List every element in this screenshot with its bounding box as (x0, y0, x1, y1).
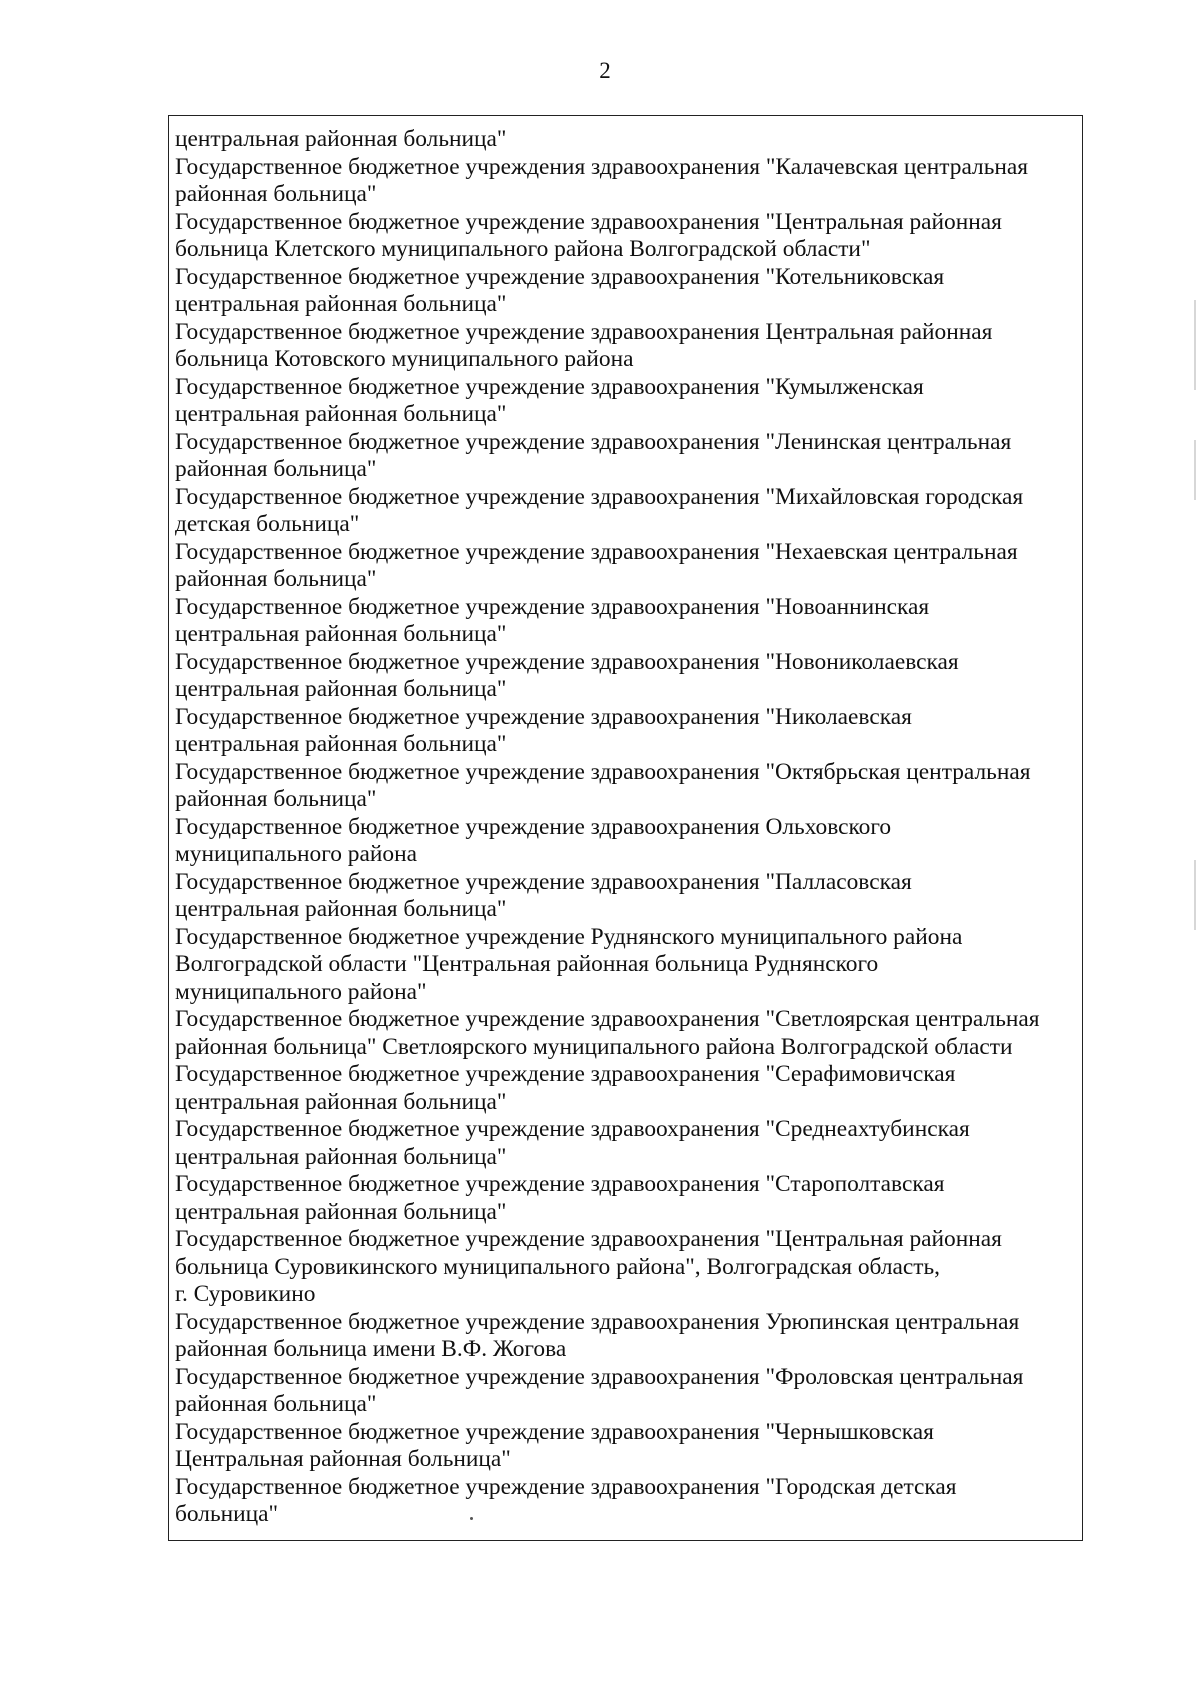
list-item: Государственное бюджетное учреждение здравоохранения "Старополтавская центральная районная больница" (175, 1171, 945, 1225)
list-item: Государственное бюджетное учреждение здравоохранения "Новониколаевская центральная районная больница" (175, 648, 959, 702)
page-number: 2 (599, 58, 611, 83)
list-item: Государственное бюджетное учреждение здравоохранения Центральная районная больница Котовского муниципального района (175, 318, 993, 372)
scan-speck (470, 1517, 473, 1520)
list-item: Государственное бюджетное учреждение здравоохранения "Палласовская центральная районная больница" (175, 868, 912, 922)
scan-edge-mark (1194, 440, 1196, 500)
list-item: Государственное бюджетное учреждение Руднянского муниципального района Волгоградской области "Центральная районная больница Руднянского муниципального района" (175, 923, 963, 1005)
list-item: Государственное бюджетное учреждение здравоохранения Урюпинская центральная районная больница имени В.Ф. Жогова (175, 1308, 1020, 1362)
list-item: Государственное бюджетное учреждение здравоохранения "Октябрьская центральная районная больница" (175, 758, 1031, 812)
scan-edge-mark (1194, 860, 1196, 930)
list-item: Государственное бюджетное учреждение здравоохранения "Михайловская городская детская больница" (175, 483, 1024, 537)
institutions-list (175, 126, 1078, 1529)
list-item: Государственное бюджетное учреждение здравоохранения "Чернышковская Центральная районная больница" (175, 1418, 934, 1472)
scan-edge-mark (1194, 300, 1196, 390)
list-item: Государственное бюджетное учреждение здравоохранения "Котельниковская центральная районная больница" (175, 263, 945, 317)
list-item: Государственное бюджетное учреждение здравоохранения "Фроловская центральная районная больница" (175, 1363, 1024, 1417)
list-item: Государственное бюджетное учреждение здравоохранения "Среднеахтубинская центральная районная больница" (175, 1116, 970, 1170)
list-item: Государственное бюджетное учреждение здравоохранения "Новоаннинская центральная районная больница" (175, 593, 930, 647)
list-item: Государственное бюджетное учреждение здравоохранения "Ленинская центральная районная больница" (175, 428, 1012, 482)
list-item: центральная районная больница" (175, 126, 507, 152)
list-item: Государственное бюджетное учреждение здравоохранения "Нехаевская центральная районная больница" (175, 538, 1018, 592)
list-item: Государственное бюджетное учреждения здравоохранения "Калачевская центральная районная больница" (175, 153, 1029, 207)
list-item: Государственное бюджетное учреждение здравоохранения "Центральная районная больница Клетского муниципального района Волгоградской области" (175, 208, 1002, 262)
list-item: Государственное бюджетное учреждение здравоохранения "Кумылженская центральная районная больница" (175, 373, 924, 427)
list-item: Государственное бюджетное учреждение здравоохранения "Городская детская больница" (175, 1473, 957, 1527)
institutions-table-cell (168, 115, 1083, 1541)
list-item: Государственное бюджетное учреждение здравоохранения "Светлоярская центральная районная больница" Светлоярского муниципального района Волгоградской области (175, 1006, 1040, 1060)
list-item: Государственное бюджетное учреждение здравоохранения Ольховского муниципального района (175, 813, 892, 867)
list-item: Государственное бюджетное учреждение здравоохранения "Центральная районная больница Суровикинского муниципального района", Волгоградская область, г. Суровикино (175, 1226, 1002, 1307)
list-item: Государственное бюджетное учреждение здравоохранения "Серафимовичская центральная районная больница" (175, 1061, 956, 1115)
list-item: Государственное бюджетное учреждение здравоохранения "Николаевская центральная районная больница" (175, 703, 912, 757)
